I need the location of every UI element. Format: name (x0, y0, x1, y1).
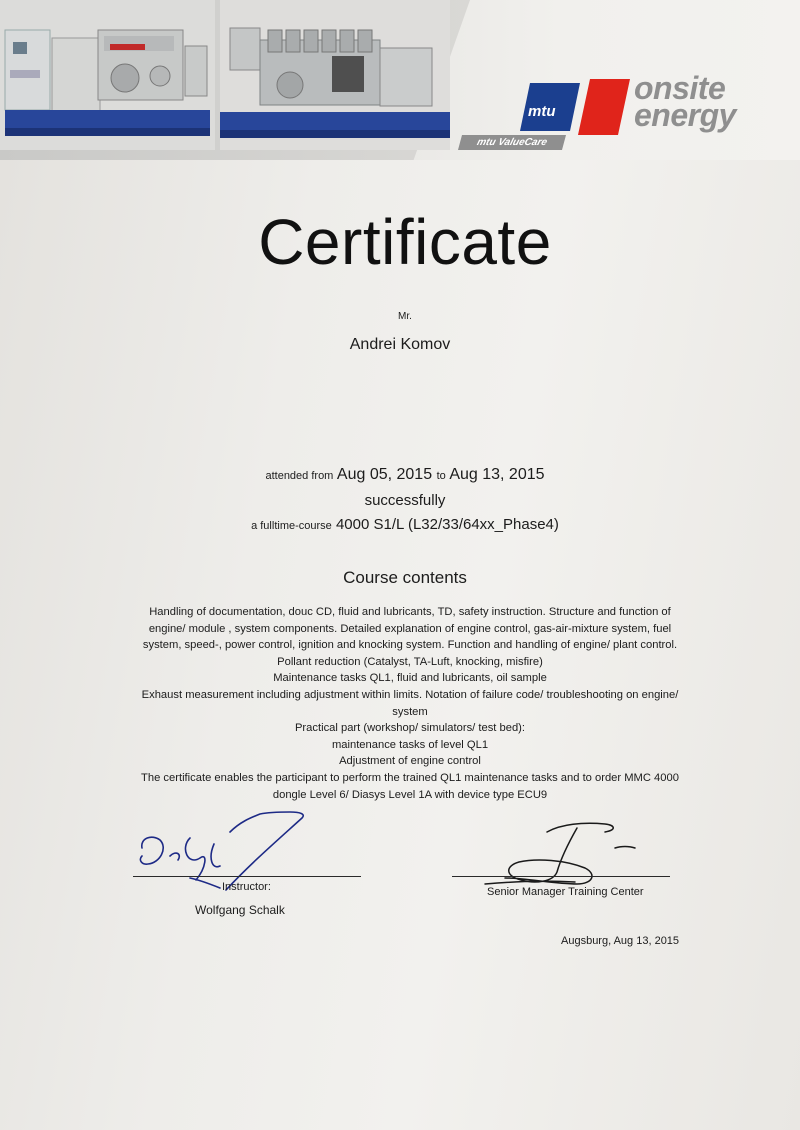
instructor-label: Instructor: (222, 881, 271, 893)
gas-engine-photo (220, 0, 450, 150)
instructor-signature-line (133, 876, 361, 877)
contents-line: Maintenance tasks QL1, fluid and lubricants, oil sample (273, 672, 547, 685)
date-from: Aug 05, 2015 (336, 466, 433, 483)
senior-manager-signature-line (452, 876, 670, 877)
contents-line: Handling of documentation, douc CD, fluid and lubricants, TD, safety instruction. Structure and function of engine/ module , system components. Detailed explanation of engine control, gas-air-mixture system, fuel system, speed-, power control, ignition and knocking system. Function and handling of engine/ plant control. Pollant reduction (Catalyst, TA-Luft, knocking, misfire) (142, 606, 678, 668)
generator-set-photo (0, 0, 215, 150)
course-line (0, 516, 800, 533)
mtu-onsite-energy-logo (475, 70, 755, 155)
onsite-red-mark (578, 79, 630, 135)
contents-line: Adjustment of engine control (339, 755, 481, 768)
course-contents (140, 604, 680, 803)
date-to: Aug 13, 2015 (449, 466, 545, 483)
contents-line: maintenance tasks of level QL1 (331, 738, 489, 751)
logo-wordmark-line2: energy (634, 97, 736, 133)
mtu-logo-label: mtu (528, 103, 556, 120)
course-name: 4000 S1/L (L32/33/64xx_Phase4) (335, 516, 559, 533)
date-to-prefix: to (436, 470, 446, 482)
instructor-name: Wolfgang Schalk (195, 903, 285, 917)
attendance-line (0, 466, 800, 484)
result-text: successfully (364, 492, 446, 509)
certificate-title: Certificate (258, 206, 552, 278)
recipient-name: Andrei Komov (349, 336, 451, 353)
salutation: Mr. (398, 311, 412, 322)
logo-wordmark (634, 70, 736, 133)
course-prefix: a fulltime-course (251, 520, 332, 532)
attended-prefix: attended from (265, 470, 334, 482)
place-and-date: Augsburg, Aug 13, 2015 (561, 935, 680, 947)
contents-line: The certificate enables the participant to perform the trained QL1 maintenance tasks and to order MMC 4000 dongle Level 6/ Diasys Level 1A with device type ECU9 (141, 771, 679, 801)
contents-line: Practical part (workshop/ simulators/ test bed): (294, 722, 526, 735)
logo-wordmark-line1: onsite (634, 70, 726, 106)
mtu-valuecare-tag: mtu ValueCare (458, 135, 566, 150)
contents-line: Exhaust measurement including adjustment within limits. Notation of failure code/ troubleshooting on engine/ system (141, 688, 679, 718)
senior-manager-label: Senior Manager Training Center (487, 886, 644, 898)
course-contents-title: Course contents (343, 568, 467, 587)
